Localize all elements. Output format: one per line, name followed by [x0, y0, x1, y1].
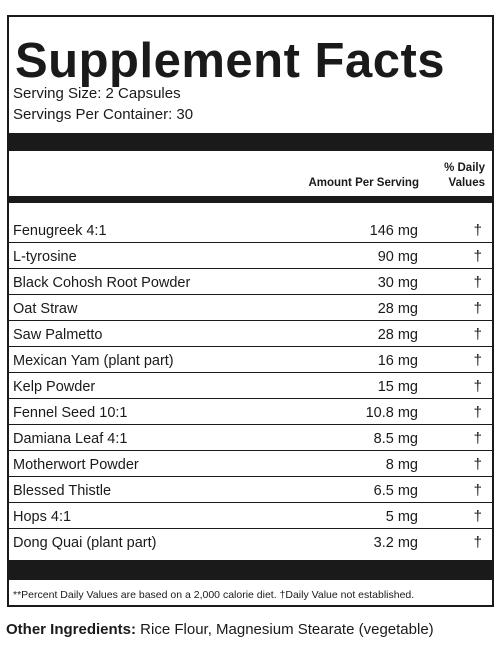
ingredient-amount: 15 mg	[377, 379, 418, 395]
ingredient-row	[9, 269, 492, 295]
ingredient-amount: 30 mg	[377, 275, 418, 291]
ingredient-row	[9, 295, 492, 321]
ingredient-row	[9, 243, 492, 269]
ingredient-daily-value: †	[473, 482, 482, 499]
footnote: **Percent Daily Values are based on a 2,000 calorie diet. †Daily Value not established.	[13, 589, 415, 601]
ingredient-row	[9, 217, 492, 243]
ingredient-amount: 8 mg	[385, 457, 418, 473]
thick-divider-header	[9, 196, 492, 203]
ingredient-name: Fennel Seed 10:1	[13, 405, 128, 421]
ingredient-row	[9, 347, 492, 373]
ingredient-name: Saw Palmetto	[13, 327, 103, 343]
ingredient-name: L-tyrosine	[13, 249, 77, 265]
panel-title: Supplement Facts	[15, 34, 446, 88]
ingredient-daily-value: †	[473, 404, 482, 421]
ingredient-daily-value: †	[473, 300, 482, 317]
ingredient-row	[9, 425, 492, 451]
ingredient-daily-value: †	[473, 430, 482, 447]
ingredient-daily-value: †	[473, 378, 482, 395]
ingredient-name: Fenugreek 4:1	[13, 223, 107, 239]
other-ingredients-label: Other Ingredients:	[6, 621, 137, 638]
ingredient-name: Hops 4:1	[13, 509, 72, 525]
daily-value-header-line1: % Daily	[444, 162, 485, 174]
ingredient-daily-value: †	[473, 248, 482, 265]
ingredient-amount: 16 mg	[377, 353, 418, 369]
ingredient-row	[9, 477, 492, 503]
servings-per-container: Servings Per Container: 30	[13, 106, 194, 123]
ingredient-daily-value: †	[473, 534, 482, 551]
ingredient-row	[9, 503, 492, 529]
ingredient-amount: 10.8 mg	[365, 405, 418, 421]
ingredient-row	[9, 399, 492, 425]
ingredient-row	[9, 373, 492, 399]
ingredient-daily-value: †	[473, 352, 482, 369]
ingredient-amount: 3.2 mg	[373, 535, 418, 551]
ingredient-amount: 90 mg	[377, 249, 418, 265]
ingredient-name: Mexican Yam (plant part)	[13, 353, 174, 369]
ingredient-daily-value: †	[473, 222, 482, 239]
ingredient-row	[9, 529, 492, 555]
ingredient-daily-value: †	[473, 456, 482, 473]
ingredient-name: Blessed Thistle	[13, 483, 112, 499]
amount-per-serving-header: Amount Per Serving	[308, 177, 419, 189]
ingredient-name: Motherwort Powder	[13, 457, 139, 473]
ingredient-name: Damiana Leaf 4:1	[13, 431, 128, 447]
other-ingredients-value: Rice Flour, Magnesium Stearate (vegetable)	[136, 621, 434, 638]
thick-divider-bottom	[9, 560, 492, 580]
ingredient-amount: 5 mg	[385, 509, 418, 525]
ingredient-row	[9, 321, 492, 347]
ingredient-rows	[9, 217, 492, 555]
ingredient-amount: 146 mg	[369, 223, 418, 239]
thick-divider-top	[9, 133, 492, 151]
ingredient-amount: 6.5 mg	[373, 483, 418, 499]
daily-value-header-line2: Values	[448, 177, 485, 189]
ingredient-name: Black Cohosh Root Powder	[13, 275, 191, 291]
ingredient-amount: 28 mg	[377, 327, 418, 343]
ingredient-daily-value: †	[473, 326, 482, 343]
ingredient-row	[9, 451, 492, 477]
other-ingredients	[6, 621, 434, 639]
ingredient-name: Oat Straw	[13, 301, 78, 317]
supplement-facts-panel	[7, 15, 494, 607]
serving-size: Serving Size: 2 Capsules	[13, 85, 181, 102]
ingredient-amount: 28 mg	[377, 301, 418, 317]
ingredient-name: Dong Quai (plant part)	[13, 535, 157, 551]
ingredient-daily-value: †	[473, 508, 482, 525]
ingredient-name: Kelp Powder	[13, 379, 96, 395]
ingredient-daily-value: †	[473, 274, 482, 291]
ingredient-amount: 8.5 mg	[373, 431, 418, 447]
